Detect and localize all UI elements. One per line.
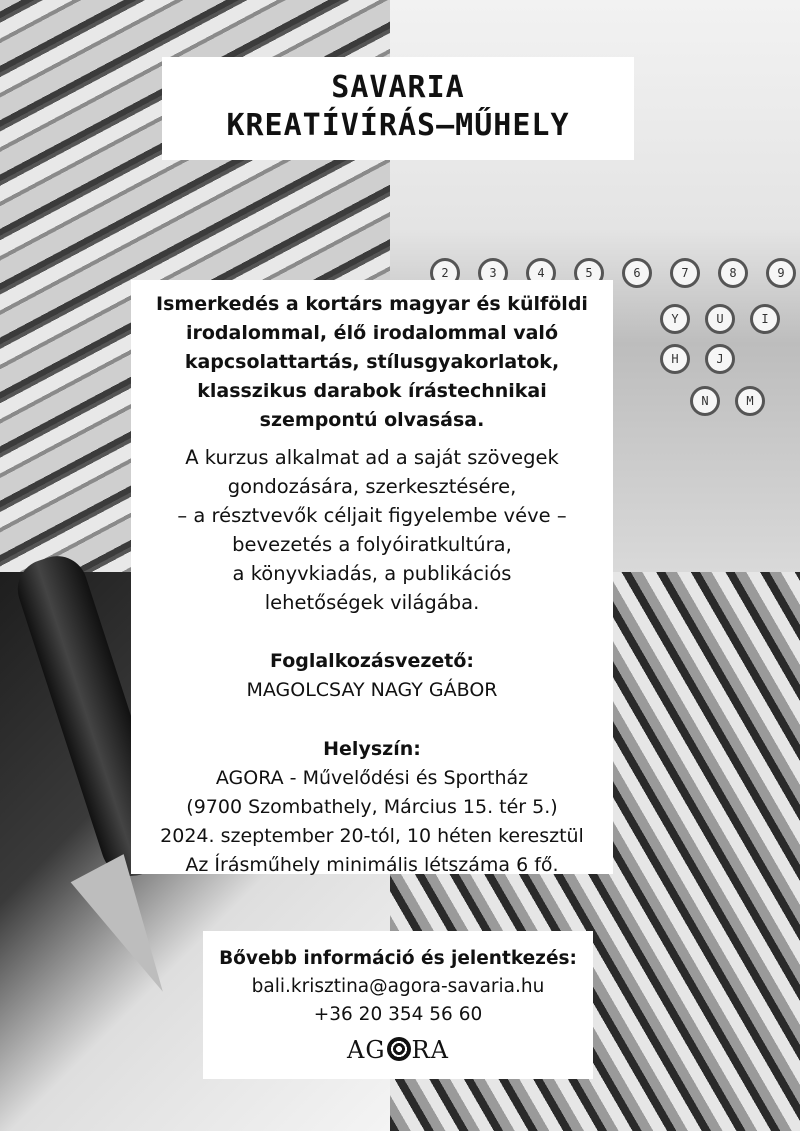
intro-line: irodalommal, élő irodalommal való [186,322,558,344]
typewriter-key: N [690,386,720,416]
venue-label: Helyszín: [323,738,421,760]
typewriter-key: 9 [766,258,796,288]
contact-phone[interactable]: +36 20 354 56 60 [313,1004,483,1025]
logo-text-left: AG [347,1036,386,1064]
venue-line: AGORA - Művelődési és Sportház [215,767,529,789]
title-line-2: KREATÍVÍRÁS–MŰHELY [226,108,570,143]
course-line: – a résztvevők céljait figyelembe véve – [177,504,567,527]
intro-line: szempontú olvasása. [259,409,485,431]
typewriter-key: U [705,304,735,334]
description-box [131,280,613,874]
typewriter-key: 4 [526,258,556,288]
leader-label: Foglalkozásvezető: [269,650,475,672]
intro-line: klasszikus darabok írástechnikai [197,380,547,402]
typewriter-key: 6 [622,258,652,288]
typewriter-key: 7 [670,258,700,288]
venue-line: (9700 Szombathely, Március 15. tér 5.) [186,796,558,818]
typewriter-key: I [750,304,780,334]
typewriter-key: 2 [430,258,460,288]
agora-logo [203,1035,593,1065]
course-line: gondozására, szerkesztésére, [227,475,517,498]
intro-line: Ismerkedés a kortárs magyar és külföldi [156,293,588,315]
leader-name: MAGOLCSAY NAGY GÁBOR [246,679,498,701]
typewriter-key: Y [660,304,690,334]
typewriter-key: 8 [718,258,748,288]
contact-email[interactable]: bali.krisztina@agora-savaria.hu [251,976,545,997]
contact-title: Bővebb információ és jelentkezés: [219,948,577,969]
venue-line: Az Írásműhely minimális létszáma 6 fő. [185,854,559,876]
course-line: bevezetés a folyóiratkultúra, [232,533,512,556]
spacer [143,617,601,647]
intro-line: kapcsolattartás, stílusgyakorlatok, [184,351,560,373]
course-line: lehetőségek világába. [264,591,480,614]
title-box [162,57,634,160]
typewriter-key: M [735,386,765,416]
intro-paragraph [143,290,601,435]
rose-icon [387,1037,411,1061]
typewriter-key: 5 [574,258,604,288]
venue-line: 2024. szeptember 20-tól, 10 héten keresztül [160,825,584,847]
typewriter-key: H [660,344,690,374]
title-line-1: SAVARIA [331,70,465,105]
course-line: A kurzus alkalmat ad a saját szövegek [185,446,559,469]
contact-box [203,931,593,1079]
course-line: a könyvkiadás, a publikációs [232,562,512,585]
course-paragraph [143,443,601,617]
typewriter-key: J [705,344,735,374]
spacer [143,705,601,735]
typewriter-key: 3 [478,258,508,288]
logo-text-right: RA [411,1036,449,1064]
